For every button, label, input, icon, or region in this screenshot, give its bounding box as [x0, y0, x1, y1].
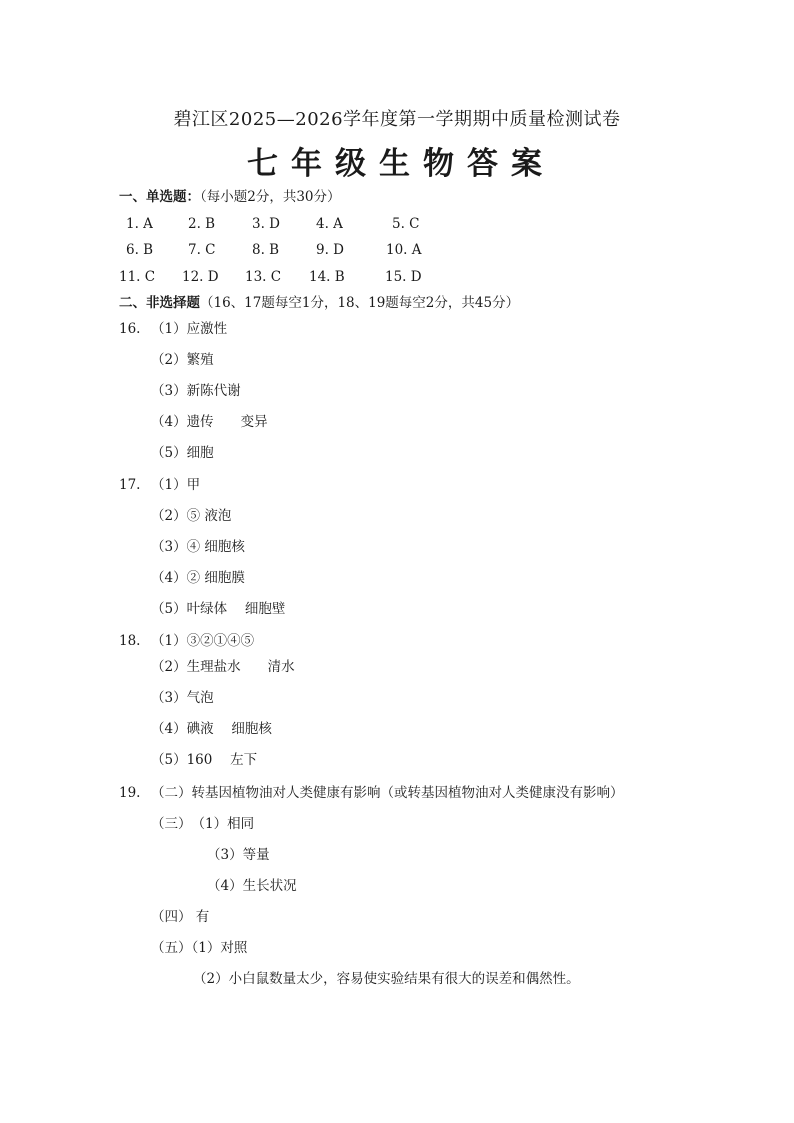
mcq-answer: 6. B [126, 242, 154, 258]
section2-heading: 二、非选择题 [119, 295, 200, 311]
section2-note: （16、17题每空1分，18、19题每空2分，共45分） [200, 295, 520, 311]
answer-line: （5）细胞 [151, 445, 214, 461]
mcq-answer: 8. B [252, 242, 280, 258]
section1-note: （每小题2分，共30分） [200, 189, 341, 205]
mcq-answer: 1. A [126, 216, 153, 232]
answer-line: （4）遗传 变异 [151, 414, 268, 430]
answer-line: （5）叶绿体 细胞壁 [151, 601, 286, 617]
answer-line: （3）等量 [207, 847, 270, 863]
question-number: 19. [119, 785, 141, 801]
mcq-answer: 12. D [182, 269, 219, 285]
mcq-answer: 7. C [188, 242, 216, 258]
answer-line: （2）繁殖 [151, 352, 214, 368]
question-number: 18. [119, 633, 141, 649]
answer-line: （1）应激性 [151, 321, 228, 337]
mcq-answer: 14. B [309, 269, 345, 285]
mcq-answer: 10. A [386, 242, 422, 258]
answer-line: （4）生长状况 [207, 878, 297, 894]
answer-line: （5）160 左下 [151, 752, 258, 768]
mcq-answer: 4. A [316, 216, 343, 232]
mcq-answer: 2. B [188, 216, 216, 232]
answer-line: （1）甲 [151, 477, 201, 493]
section1-heading: 一、单选题： [119, 189, 200, 205]
answer-line: （3）新陈代谢 [151, 383, 241, 399]
answer-line: （4）② 细胞膜 [151, 570, 245, 586]
answer-line: （二）转基因植物油对人类健康有影响（或转基因植物油对人类健康没有影响） [151, 785, 624, 801]
answer-line: （1）③②①④⑤ [151, 633, 255, 649]
mcq-answer: 3. D [252, 216, 280, 232]
answer-title: 七年级生物答案 [247, 146, 555, 182]
mcq-answer: 5. C [392, 216, 420, 232]
section2-header [119, 294, 519, 312]
section1-header [119, 188, 341, 206]
answer-line: （2）小白鼠数量太少，容易使实验结果有很大的误差和偶然性。 [193, 971, 580, 987]
exam-title: 碧江区2025—2026学年度第一学期期中质量检测试卷 [173, 109, 621, 130]
answer-line: （三） （1）相同 [151, 816, 255, 832]
answer-line: （2）⑤ 液泡 [151, 508, 232, 524]
mcq-answer: 13. C [245, 269, 282, 285]
mcq-answer: 9. D [316, 242, 344, 258]
answer-line: （五）（1）对照 [151, 940, 248, 956]
question-number: 17. [119, 477, 141, 493]
mcq-answer: 11. C [119, 269, 156, 285]
answer-line: （4）碘液 细胞核 [151, 721, 272, 737]
question-number: 16. [119, 321, 141, 337]
mcq-answer: 15. D [385, 269, 422, 285]
answer-line: （2）生理盐水 清水 [151, 659, 295, 675]
answer-line: （3）气泡 [151, 690, 214, 706]
answer-line: （四） 有 [151, 909, 210, 925]
answer-line: （3）④ 细胞核 [151, 539, 245, 555]
